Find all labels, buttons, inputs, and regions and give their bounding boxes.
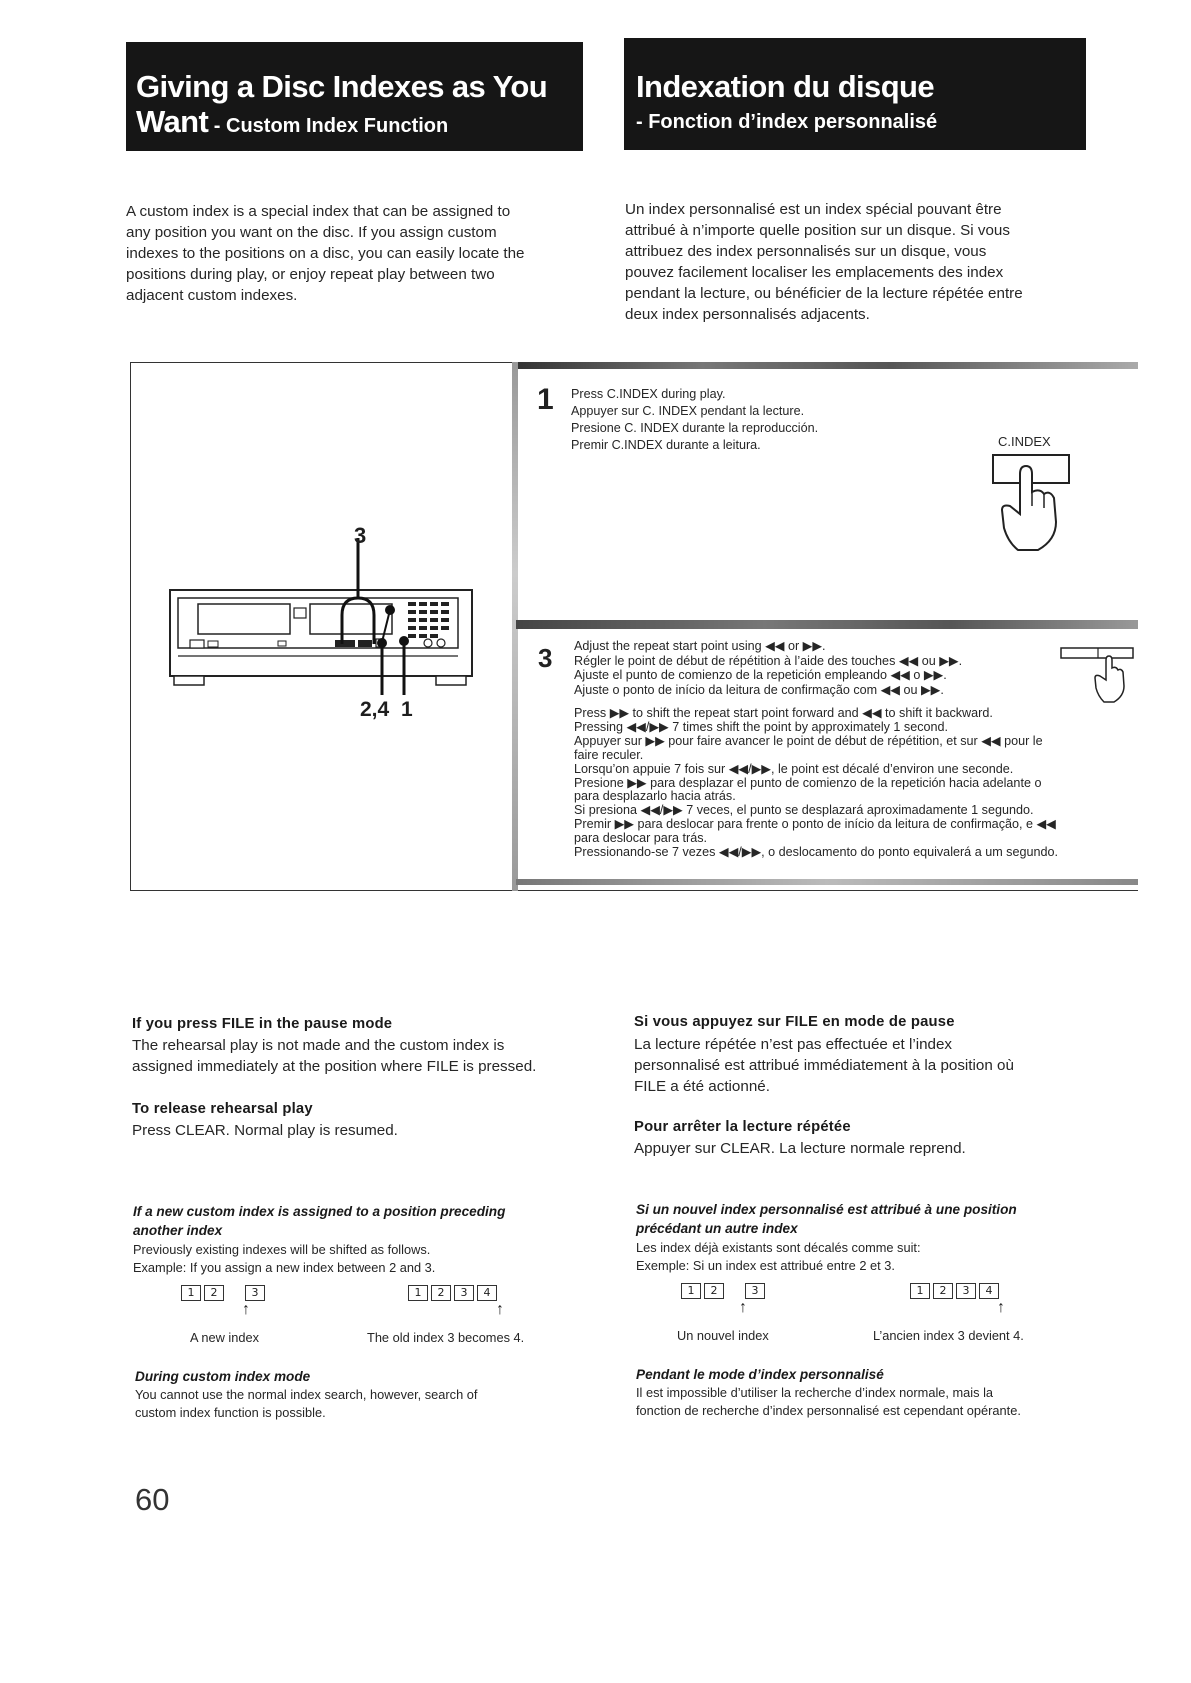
english-title-sub: Custom Index Function <box>226 115 449 137</box>
french-pause-line: FILE a été actionné. <box>634 1078 770 1095</box>
french-intro-line: attribué à n’importe quelle position sur un disque. Si vous <box>625 222 1010 239</box>
step1-line: Presione C. INDEX durante la reproducción. <box>571 421 819 435</box>
english-pause-text <box>132 1035 536 1077</box>
index-box: 1 <box>408 1285 428 1301</box>
english-title-dash: - <box>208 115 226 137</box>
english-new-index-heading-line: another index <box>133 1223 223 1238</box>
english-new-index-heading <box>133 1202 505 1240</box>
french-release-heading: Pour arrêter la lecture répétée <box>634 1119 851 1135</box>
step3-detail-text <box>574 707 1136 860</box>
english-index-after <box>408 1283 500 1301</box>
step3-line: Régler le point de début de répétition à l’aide des touches ◀◀ ou ▶▶. <box>574 653 963 668</box>
english-release-text: Press CLEAR. Normal play is resumed. <box>132 1122 398 1139</box>
french-new-index-heading-line: Si un nouvel index personnalisé est attribué à une position <box>636 1202 1017 1217</box>
french-new-index-heading-line: précédant un autre index <box>636 1221 798 1236</box>
step1-number: 1 <box>537 383 554 416</box>
english-new-index-arrow-icon: ↑ <box>242 1301 250 1318</box>
french-intro-line: deux index personnalisés adjacents. <box>625 306 870 323</box>
french-pause-line: personnalisé est attribué immédiatement à la position où <box>634 1057 1014 1074</box>
english-pause-heading: If you press FILE in the pause mode <box>132 1016 393 1032</box>
english-old-index-arrow-icon: ↑ <box>496 1301 504 1318</box>
page-number: 60 <box>135 1482 170 1517</box>
english-intro-line: A custom index is a special index that can be assigned to <box>126 203 511 220</box>
english-caption-old: The old index 3 becomes 4. <box>367 1330 525 1345</box>
french-index-before <box>681 1281 768 1299</box>
french-intro-line: Un index personnalisé est un index spécial pouvant être <box>625 201 1002 218</box>
index-box: 1 <box>681 1283 701 1299</box>
cd-player-illustration <box>160 520 480 730</box>
step3-top-rule <box>516 620 1138 629</box>
diagram-label-step24: 2,4 <box>360 698 390 721</box>
step1-text <box>571 386 818 454</box>
step3-detail-line: faire reculer. <box>574 747 644 762</box>
english-intro-line: indexes to the positions on a disc, you can easily locate the <box>126 245 525 262</box>
french-during-text <box>636 1384 1021 1420</box>
step3-detail-line: Pressionando-se 7 vezes ◀◀/▶▶, o deslocamento do ponto equivalerá a um segundo. <box>574 845 1059 860</box>
french-title-sub: - Fonction d’index personnalisé <box>636 111 938 133</box>
french-new-index-arrow-icon: ↑ <box>739 1299 747 1316</box>
english-caption-new: A new index <box>190 1330 260 1345</box>
index-box: 3 <box>956 1283 976 1299</box>
step3-detail-line: para desplazarlo hacia atrás. <box>574 789 736 804</box>
french-index-after <box>910 1281 1002 1299</box>
english-release-heading: To release rehearsal play <box>132 1101 313 1117</box>
english-new-index-line: Previously existing indexes will be shifted as follows. <box>133 1242 431 1257</box>
step3-detail-line: Presione ▶▶ para desplazar el punto de comienzo de la repetición hacia adelante o <box>574 775 1042 790</box>
english-new-index-text <box>133 1241 435 1277</box>
step3-detail-line: Premir ▶▶ para deslocar para frente o ponto de início da leitura de confirmação, e ◀◀ <box>574 817 1056 832</box>
step1-line: Premir C.INDEX durante a leitura. <box>571 438 761 452</box>
french-pause-text <box>634 1034 1014 1097</box>
french-old-index-arrow-icon: ↑ <box>997 1299 1005 1316</box>
english-during-heading: During custom index mode <box>135 1369 311 1384</box>
french-intro-line: pendant la lecture, ou bénéficier de la lecture répétée entre <box>625 285 1023 302</box>
step1-top-rule <box>516 362 1138 369</box>
french-during-line: Il est impossible d’utiliser la recherche d’index normale, mais la <box>636 1385 994 1400</box>
french-new-index-line: Exemple: Si un index est attribué entre 2 et 3. <box>636 1258 895 1273</box>
step3-detail-line: Press ▶▶ to shift the repeat start point forward and ◀◀ to shift it backward. <box>574 707 993 720</box>
step3-line: Adjust the repeat start point using ◀◀ or ▶▶. <box>574 639 826 653</box>
french-title-banner <box>624 38 1086 150</box>
english-pause-line: assigned immediately at the position where FILE is pressed. <box>132 1058 537 1075</box>
english-intro-line: any position you want on the disc. If you assign custom <box>126 224 497 241</box>
index-box: 4 <box>477 1285 497 1301</box>
index-box: 2 <box>204 1285 224 1301</box>
step3-adjust-text <box>574 639 962 697</box>
english-title-line2: Want <box>136 104 209 139</box>
step1-line: Appuyer sur C. INDEX pendant la lecture. <box>571 404 805 418</box>
french-caption-old: L’ancien index 3 devient 4. <box>873 1328 1024 1343</box>
english-pause-line: The rehearsal play is not made and the custom index is <box>132 1037 505 1054</box>
step3-number: 3 <box>538 643 553 673</box>
step3-line: Ajuste el punto de comienzo de la repetición empleando ◀◀ o ▶▶. <box>574 668 947 682</box>
index-box: 2 <box>431 1285 451 1301</box>
french-intro-line: attribuez des index personnalisés sur un disque, vous <box>625 243 987 260</box>
english-new-index-heading-line: If a new custom index is assigned to a position preceding <box>133 1204 506 1219</box>
french-intro-line: pouvez facilement localiser les emplacements des index <box>625 264 1004 281</box>
diagram-label-step1: 1 <box>401 698 413 721</box>
step3-detail-line: Lorsqu’on appuie 7 fois sur ◀◀/▶▶, le point est décalé d’environ une seconde. <box>574 761 1014 776</box>
cindex-button-press-icon <box>990 452 1072 556</box>
step3-detail-line: Si presiona ◀◀/▶▶ 7 veces, el punto se desplazará aproximadamente 1 segundo. <box>574 803 1034 818</box>
index-box: 3 <box>245 1285 265 1301</box>
english-during-line: You cannot use the normal index search, however, search of <box>135 1387 478 1402</box>
index-box: 2 <box>704 1283 724 1299</box>
french-new-index-text <box>636 1239 921 1275</box>
step3-detail-line: Appuyer sur ▶▶ pour faire avancer le point de début de répétition, et sur ◀◀ pour le <box>574 733 1043 748</box>
diagram-label-step3: 3 <box>354 523 367 548</box>
step3-line: Ajuste o ponto de início da leitura de confirmação com ◀◀ ou ▶▶. <box>574 682 944 697</box>
step1-line: Press C.INDEX during play. <box>571 387 726 401</box>
index-box: 3 <box>454 1285 474 1301</box>
french-during-line: fonction de recherche d’index personnalisé est cependant opérante. <box>636 1403 1021 1418</box>
step3-bottom-rule <box>516 879 1138 885</box>
skip-buttons-press-icon <box>1058 646 1136 706</box>
index-box: 2 <box>933 1283 953 1299</box>
french-pause-heading: Si vous appuyez sur FILE en mode de pause <box>634 1014 955 1030</box>
french-intro <box>625 199 1095 325</box>
english-during-text <box>135 1386 477 1422</box>
english-intro-line: adjacent custom indexes. <box>126 287 298 304</box>
english-intro-line: positions during play, or enjoy repeat play between two <box>126 266 495 283</box>
english-during-line: custom index function is possible. <box>135 1405 326 1420</box>
step3-detail-line: Pressing ◀◀/▶▶ 7 times shift the point by approximately 1 second. <box>574 719 949 734</box>
english-intro <box>126 201 586 306</box>
english-title-line1: Giving a Disc Indexes as You <box>136 69 548 104</box>
index-box: 4 <box>979 1283 999 1299</box>
french-new-index-line: Les index déjà existants sont décalés comme suit: <box>636 1240 921 1255</box>
french-pause-line: La lecture répétée n’est pas effectuée et l’index <box>634 1036 953 1053</box>
english-index-before <box>181 1283 268 1301</box>
french-new-index-heading <box>636 1200 1017 1238</box>
index-box: 3 <box>745 1283 765 1299</box>
index-box: 1 <box>181 1285 201 1301</box>
cindex-button-label: C.INDEX <box>998 434 1051 449</box>
english-title-banner <box>126 42 583 151</box>
french-caption-new: Un nouvel index <box>677 1328 769 1343</box>
french-release-text: Appuyer sur CLEAR. La lecture normale reprend. <box>634 1140 966 1157</box>
index-box: 1 <box>910 1283 930 1299</box>
step3-detail-line: para deslocar para trás. <box>574 831 708 846</box>
english-new-index-line: Example: If you assign a new index between 2 and 3. <box>133 1260 436 1275</box>
french-during-heading: Pendant le mode d’index personnalisé <box>636 1367 884 1382</box>
french-title-line1: Indexation du disque <box>636 69 935 104</box>
